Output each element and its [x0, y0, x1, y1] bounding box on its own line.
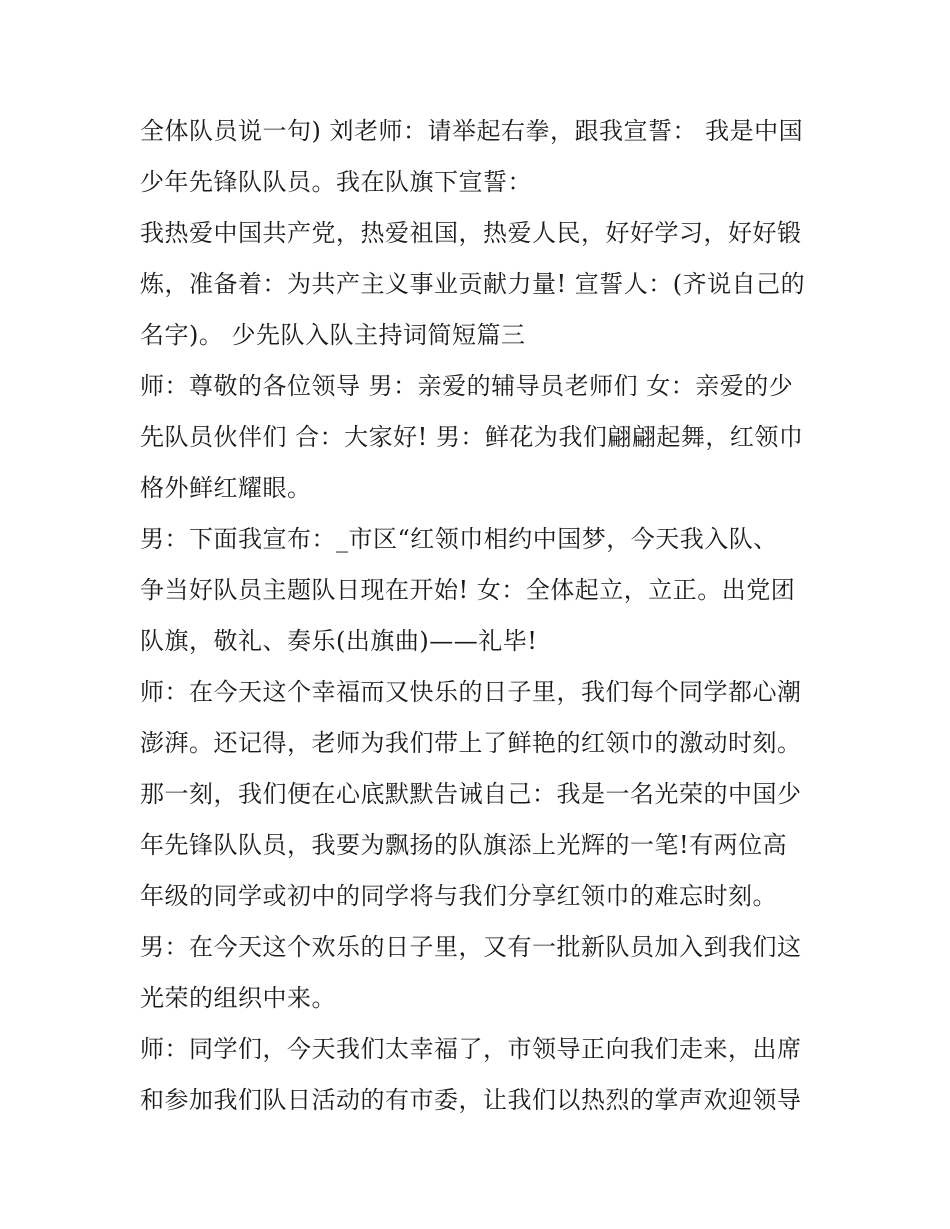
- text-line-9: 男：下面我宣布：_市区“红领巾相约中国梦，今天我入队、: [140, 525, 778, 553]
- text-line-5: 名字)。 少先队入队主持词简短篇三: [140, 321, 526, 349]
- text-line-4: 炼，准备着：为共产主义事业贡献力量! 宣誓人：(齐说自己的: [140, 270, 806, 298]
- text-line-10: 争当好队员主题队日现在开始! 女：全体起立，立正。出党团: [140, 576, 796, 604]
- text-line-17: 男：在今天这个欢乐的日子里，又有一批新队员加入到我们这: [140, 933, 802, 961]
- text-line-8: 格外鲜红耀眼。: [140, 474, 312, 502]
- text-line-18: 光荣的组织中来。: [140, 984, 336, 1012]
- text-line-2: 少年先锋队队员。我在队旗下宣誓：: [140, 168, 532, 196]
- text-line-14: 那一刻，我们便在心底默默告诫自己：我是一名光荣的中国少: [140, 780, 802, 808]
- text-line-6: 师：尊敬的各位领导 男：亲爱的辅导员老师们 女：亲爱的少: [140, 372, 794, 400]
- text-line-20: 和参加我们队日活动的有市委，让我们以热烈的掌声欢迎领导: [140, 1086, 802, 1114]
- text-line-11: 队旗，敬礼、奏乐(出旗曲)——礼毕!: [140, 627, 538, 655]
- document-page: [140, 106, 820, 1126]
- text-line-15: 年先锋队队员，我要为飘扬的队旗添上光辉的一笔!有两位高: [140, 831, 788, 859]
- text-line-12: 师：在今天这个幸福而又快乐的日子里，我们每个同学都心潮: [140, 678, 802, 706]
- text-line-16: 年级的同学或初中的同学将与我们分享红领巾的难忘时刻。: [140, 882, 777, 910]
- text-line-1: 全体队员说一句) 刘老师：请举起右拳，跟我宣誓： 我是中国: [140, 117, 804, 145]
- text-line-3: 我热爱中国共产党，热爱祖国，热爱人民，好好学习，好好锻: [140, 219, 802, 247]
- text-line-19: 师：同学们，今天我们太幸福了，市领导正向我们走来，出席: [140, 1035, 802, 1063]
- text-line-13: 澎湃。还记得，老师为我们带上了鲜艳的红领巾的激动时刻。: [140, 729, 802, 757]
- text-line-7: 先队员伙伴们 合：大家好! 男：鲜花为我们翩翩起舞，红领巾: [140, 423, 804, 451]
